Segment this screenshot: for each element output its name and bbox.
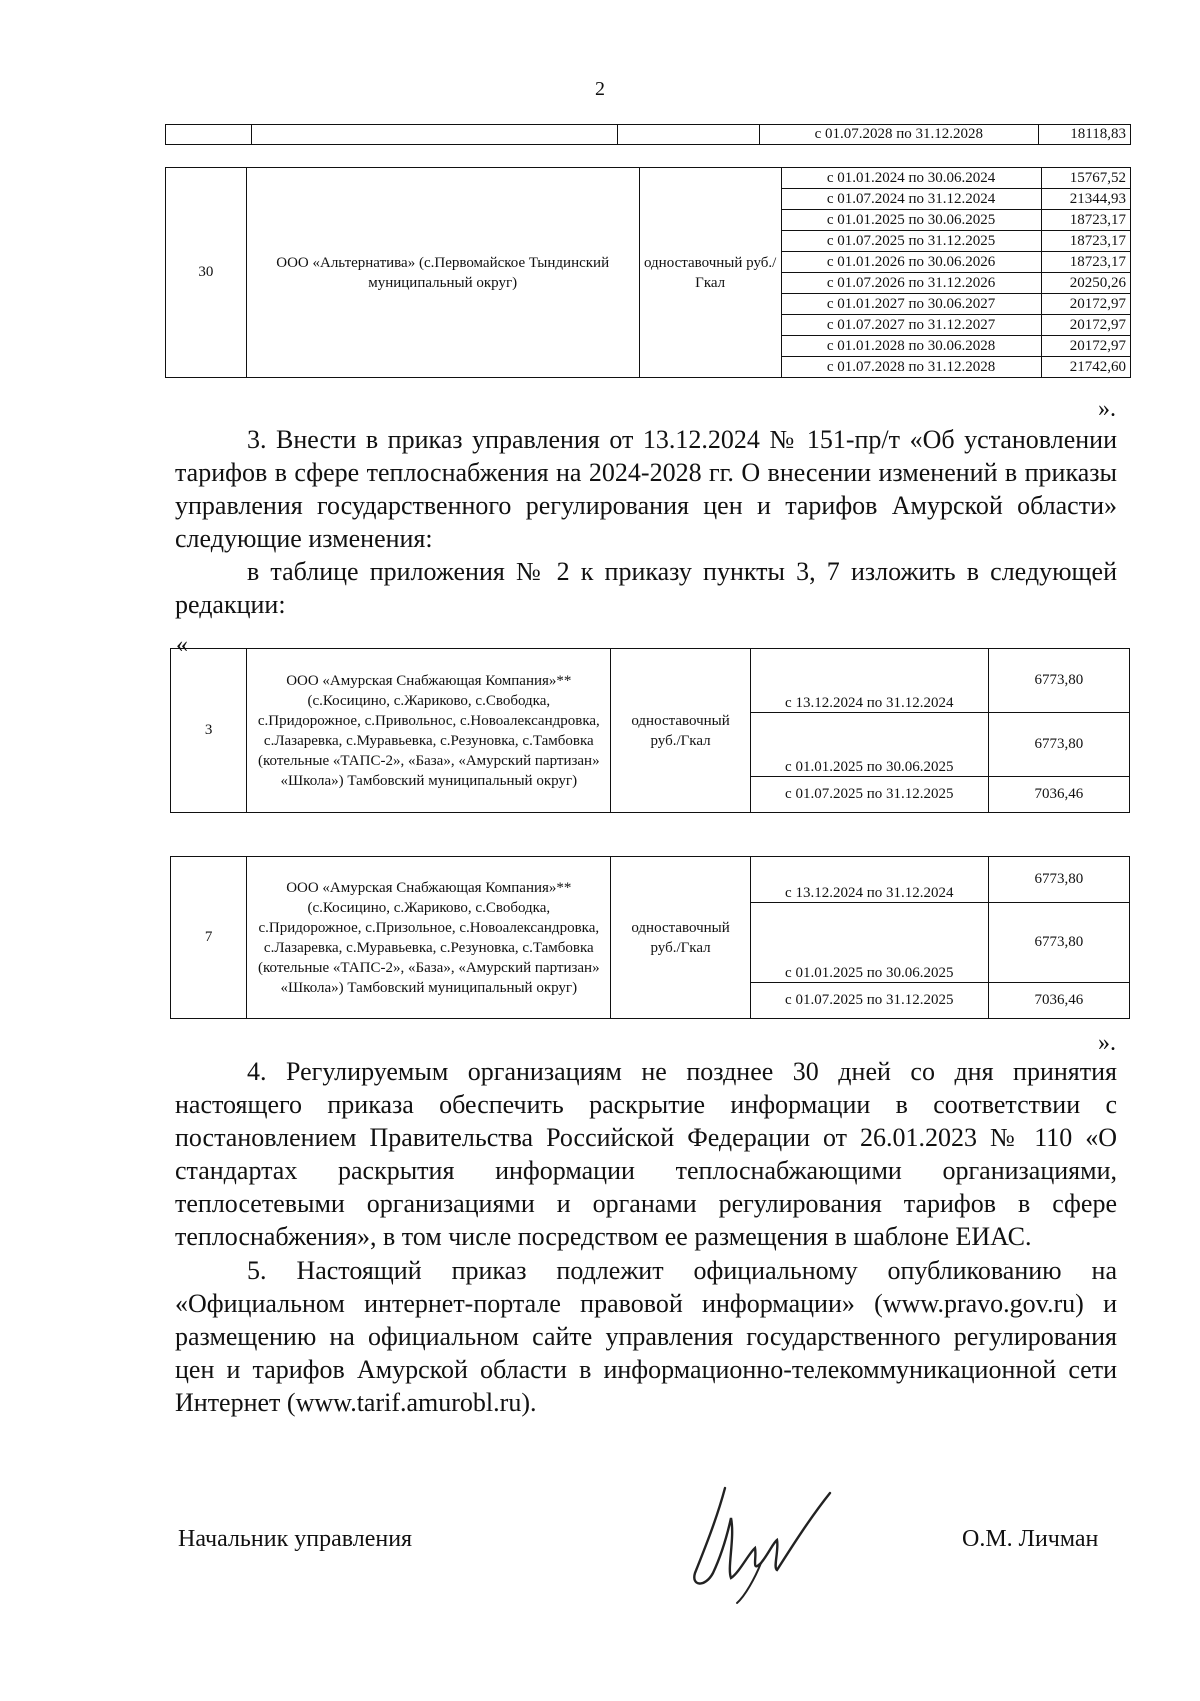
- period-cell: с 01.01.2025 по 30.06.2025: [750, 713, 988, 777]
- paragraph-3-text: 3. Внести в приказ управления от 13.12.2024 № 151-пр/т «Об установлении тарифов в сфере теплоснабжения на 2024-2028 гг. О внесении изменений в приказы управления государственного регулирования цен и тарифов Амурской области» следующие изменения:: [175, 425, 1117, 553]
- table-continuation: [165, 124, 1131, 145]
- value-cell: 21742,60: [1041, 357, 1130, 378]
- period-cell: с 01.07.2026 по 31.12.2026: [781, 273, 1041, 294]
- value-cell: 6773,80: [988, 649, 1129, 713]
- page-number: 2: [595, 78, 605, 100]
- period-cell: с 01.01.2027 по 30.06.2027: [781, 294, 1041, 315]
- value-cell: 15767,52: [1041, 168, 1130, 189]
- paragraph-5-text: 5. Настоящий приказ подлежит официальному опубликованию на «Официальном интернет-портале правовой информации» (www.pravo.gov.ru) и размещению на официальном сайте управления государственного регулирования цен и тарифов Амурской области в информационно-телекоммуникационной сети Интернет (www.tarif.amurobl.ru).: [175, 1256, 1117, 1417]
- value-cell: 21344,93: [1041, 189, 1130, 210]
- closing-quote: ».: [1098, 1030, 1116, 1056]
- paragraph-3: [175, 423, 1117, 555]
- tariff-type-cell: одноставочный руб./Гкал: [639, 168, 781, 378]
- value-cell: 18118,83: [1039, 125, 1131, 145]
- signatory-position: Начальник управления: [178, 1526, 413, 1552]
- period-cell: с 01.07.2028 по 31.12.2028: [781, 357, 1041, 378]
- period-cell: с 01.01.2025 по 30.06.2025: [750, 903, 988, 983]
- organization-cell: ООО «Амурская Снабжающая Компания»** (с.Косицино, с.Жариково, с.Свободка, с.Придорожное, с.Привольнос, с.Новоалександровка, с.Лазаревка, с.Муравьевка, с.Резуновка, с.Тамбовка (котельные «ТАПС-2», «База», «Амурский партизан» «Школа») Тамбовский муниципальный округ): [247, 649, 611, 813]
- organization-cell: ООО «Амурская Снабжающая Компания»** (с.Косицино, с.Жариково, с.Свободка, с.Придорожное, с.Призольное, с.Новоалександровка, с.Лазаревка, с.Муравьевка, с.Резуновка, с.Тамбовка (котельные «ТАПС-2», «База», «Амурский партизан» «Школа») Тамбовский муниципальный округ): [247, 857, 611, 1019]
- period-cell: с 01.01.2024 по 30.06.2024: [781, 168, 1041, 189]
- organization-cell: ООО «Альтернатива» (с.Первомайское Тындинский муниципальный округ): [246, 168, 639, 378]
- paragraph-3-continued: [175, 555, 1117, 621]
- value-cell: 20172,97: [1041, 294, 1130, 315]
- value-cell: 18723,17: [1041, 252, 1130, 273]
- row-number: 7: [171, 857, 247, 1019]
- row-number: 30: [166, 168, 247, 378]
- period-cell: с 01.07.2025 по 31.12.2025: [750, 777, 988, 813]
- tariff-type-cell: одноставочный руб./Гкал: [611, 649, 751, 813]
- paragraph-3-continued-text: в таблице приложения № 2 к приказу пункты 3, 7 изложить в следующей редакции:: [175, 557, 1117, 619]
- value-cell: 6773,80: [988, 713, 1129, 777]
- table-item-3: [170, 648, 1130, 813]
- value-cell: 6773,80: [988, 903, 1129, 983]
- value-cell: 18723,17: [1041, 210, 1130, 231]
- table-item-30: [165, 167, 1131, 378]
- value-cell: 6773,80: [988, 857, 1129, 903]
- value-cell: 20172,97: [1041, 315, 1130, 336]
- value-cell: 18723,17: [1041, 231, 1130, 252]
- period-cell: с 13.12.2024 по 31.12.2024: [750, 857, 988, 903]
- value-cell: 20172,97: [1041, 336, 1130, 357]
- value-cell: 7036,46: [988, 777, 1129, 813]
- table-item-7: [170, 856, 1130, 1019]
- period-cell: с 01.01.2028 по 30.06.2028: [781, 336, 1041, 357]
- paragraph-4-text: 4. Регулируемым организациям не позднее 30 дней со дня принятия настоящего приказа обеспечить раскрытие информации в соответствии с постановлением Правительства Российской Федерации от 26.01.2023 № 110 «О стандартах раскрытия информации теплоснабжающими организациями, теплосетевыми организациями и органами регулирования тарифов в сфере теплоснабжения», в том числе посредством ее размещения в шаблоне ЕИАС.: [175, 1057, 1117, 1251]
- period-cell: с 01.07.2027 по 31.12.2027: [781, 315, 1041, 336]
- row-number: 3: [171, 649, 247, 813]
- period-cell: с 01.01.2025 по 30.06.2025: [781, 210, 1041, 231]
- period-cell: с 13.12.2024 по 31.12.2024: [750, 649, 988, 713]
- paragraph-5: [175, 1254, 1117, 1419]
- period-cell: с 01.07.2025 по 31.12.2025: [750, 983, 988, 1019]
- period-cell: с 01.07.2028 по 31.12.2028: [759, 125, 1038, 145]
- tariff-type-cell: одноставочный руб./Гкал: [611, 857, 751, 1019]
- closing-quote: ».: [1098, 396, 1116, 422]
- handwritten-signature: [665, 1478, 835, 1608]
- paragraph-4: [175, 1055, 1117, 1253]
- value-cell: 7036,46: [988, 983, 1129, 1019]
- opening-quote: «: [176, 632, 188, 658]
- period-cell: с 01.07.2025 по 31.12.2025: [781, 231, 1041, 252]
- period-cell: с 01.07.2024 по 31.12.2024: [781, 189, 1041, 210]
- value-cell: 20250,26: [1041, 273, 1130, 294]
- signatory-name: О.М. Личман: [962, 1526, 1099, 1552]
- period-cell: с 01.01.2026 по 30.06.2026: [781, 252, 1041, 273]
